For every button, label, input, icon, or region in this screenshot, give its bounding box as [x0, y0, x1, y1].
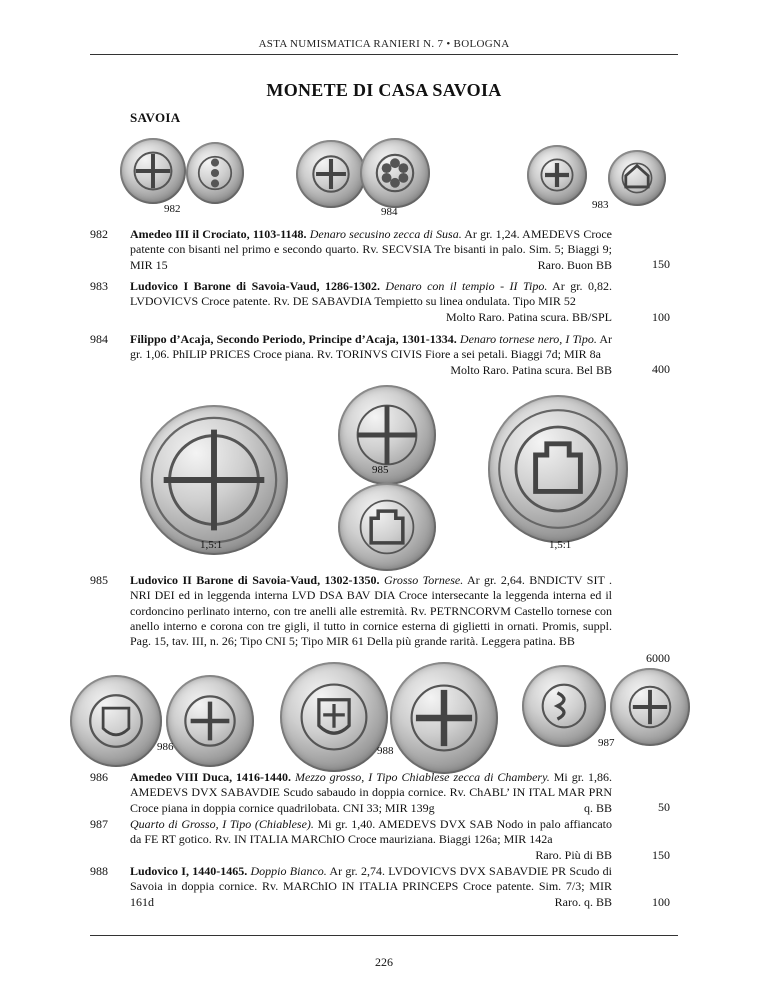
lot-grade: Raro. q. BB [554, 894, 612, 909]
lot-name: Ludovico I, 1440-1465. [130, 864, 248, 878]
lot-number: 986 [90, 770, 108, 784]
coin-982-reverse [186, 142, 244, 204]
lot-number: 988 [90, 864, 108, 878]
lot-name: Amedeo III il Crociato, 1103-1148. [130, 227, 307, 241]
lot-type: Denaro con il tempio - II Tipo. [385, 279, 548, 293]
lot-number: 987 [90, 817, 108, 831]
lot-price: 400 [652, 362, 670, 376]
lot-price: 100 [652, 895, 670, 909]
lot-details: Ar gr. 2,64. BNDICTV SIT . NRI DEI ed in leggenda interna LVD DSA BAV DIA Croce intersecante la leggenda interna ed il cordoncino perlinato interno, con tre anelli alle estremità. Rv. PETRNCORVM Castello tornese con anello interno e corona con tre gigli, il tutto in cornice esterna di giglietti in ornati. Promis, suppl. Pag. 15, tav. III, n. 26; Tipo CNI 5; Tipo MIR 61 Della più grande rarità. Leggera patina. BB [130, 573, 613, 649]
lot-type: Grosso Tornese. [383, 573, 464, 587]
lot-type: Doppio Bianco. [250, 864, 327, 878]
lot-number: 983 [90, 279, 108, 293]
lot-details: Ar gr. 0,82. LVDOVICVS Croce patente. Rv. DE SABAVDIA Tempietto su linea ondulata. Tipo MIR 52 [130, 279, 613, 309]
lot-details: Ar gr. 1,06. PhILIP PRICES Croce piana. Rv. TORINVS CIVIS Fiore a sei petali. Biaggi 7d; MIR 8a [130, 332, 613, 362]
coin-985-reverse [338, 483, 436, 571]
lot-type: Denaro tornese nero, I Tipo. [459, 332, 597, 346]
coin-986-obverse [70, 675, 162, 767]
lot-details: Mi gr. 1,86. AMEDEVS DVX SABAVDIE Scudo sabaudo in doppia cornice. Rv. ChABL’ IN ITAL MAR PRN Croce piana in doppia cornice quadrilobata. CNI 33; MIR 139g [130, 770, 613, 815]
figure-label-983: 983 [592, 199, 609, 211]
figure-label-988: 988 [377, 745, 394, 757]
lot-details: Mi gr. 1,40. AMEDEVS DVX SAB Nodo in palo affiancato da FE RT gotico. Rv. IN ITALIA MARChIO Croce mauriziana. Biaggi 126a; MIR 142a [130, 817, 613, 847]
figure-label-986: 986 [157, 741, 174, 753]
lot-description [130, 864, 612, 910]
lot-type: Quarto di Grosso, I Tipo (Chiablese). [130, 817, 314, 831]
lot-grade: Molto Raro. Patina scura. BB/SPL [446, 309, 612, 324]
lot-price: 150 [652, 257, 670, 271]
lot-grade: q. BB [583, 800, 612, 815]
running-header: ASTA NUMISMATICA RANIERI N. 7 • BOLOGNA [258, 38, 510, 50]
page-number: 226 [375, 955, 393, 969]
lot-grade: Molto Raro. Patina scura. Bel BB [450, 362, 612, 377]
lot-description [130, 332, 612, 378]
lot-details: Ar gr. 1,24. AMEDEVS Croce patente con bisanti nel primo e secondo quarto. Rv. SECVSIA Tre bisanti in palo. Sim. 5; Biaggi 9; MIR 15 [130, 227, 613, 272]
lot-name: Ludovico I Barone di Savoia-Vaud, 1286-1302. [130, 279, 380, 293]
lot-number: 985 [90, 573, 108, 587]
lot-name: Filippo d’Acaja, Secondo Periodo, Principe d’Acaja, 1301-1334. [130, 332, 457, 346]
lot-name: Ludovico II Barone di Savoia-Vaud, 1302-1350. [130, 573, 380, 587]
coin-983-reverse [608, 150, 666, 206]
lot-price: 100 [652, 310, 670, 324]
lot-price: 6000 [646, 651, 670, 665]
lot-number: 984 [90, 332, 108, 346]
page-title: MONETE DI CASA SAVOIA [266, 80, 502, 100]
lot-description [130, 817, 612, 863]
coin-987-reverse [610, 668, 690, 746]
figure-label-984: 984 [381, 206, 398, 218]
footer-rule [90, 935, 678, 936]
coin-983-obverse [527, 145, 587, 205]
coin-986-reverse [166, 675, 254, 767]
coin-982-obverse [120, 138, 186, 204]
header-rule [90, 54, 678, 55]
lot-description [130, 279, 612, 325]
coin-984-obverse [296, 140, 366, 208]
lot-type: Mezzo grosso, I Tipo Chiablese zecca di Chambery. [295, 770, 550, 784]
lot-price: 50 [658, 800, 670, 814]
figure-label-987: 987 [598, 737, 615, 749]
coin-987-obverse [522, 665, 606, 747]
lot-grade: Raro. Più di BB [535, 847, 612, 862]
lot-number: 982 [90, 227, 108, 241]
coin-985-reverse-large [488, 395, 628, 543]
scale-label-left: 1,5:1 [200, 539, 223, 551]
lot-name: Amedeo VIII Duca, 1416-1440. [130, 770, 292, 784]
coin-985-obverse-large [140, 405, 288, 555]
coin-984-reverse [360, 138, 430, 208]
lot-grade: Raro. Buon BB [537, 257, 612, 272]
scale-label-right: 1,5:1 [549, 539, 572, 551]
lot-details: Ar gr. 2,74. LVDOVICVS DVX SABAVDIE PR Scudo di Savoia in doppia cornice. Rv. MARChIO IN ITALIA PRINCEPS Croce patente. Sim. 7/3; MIR 161d [130, 864, 612, 909]
figure-label-985: 985 [372, 464, 389, 476]
figure-label-982: 982 [164, 203, 181, 215]
lot-description [130, 573, 612, 649]
coin-988-obverse [280, 662, 388, 772]
lot-price: 150 [652, 848, 670, 862]
lot-description [130, 227, 612, 273]
lot-description [130, 770, 612, 816]
lot-type: Denaro secusino zecca di Susa. [309, 227, 462, 241]
section-heading: SAVOIA [130, 110, 181, 125]
coin-988-reverse [390, 662, 498, 774]
